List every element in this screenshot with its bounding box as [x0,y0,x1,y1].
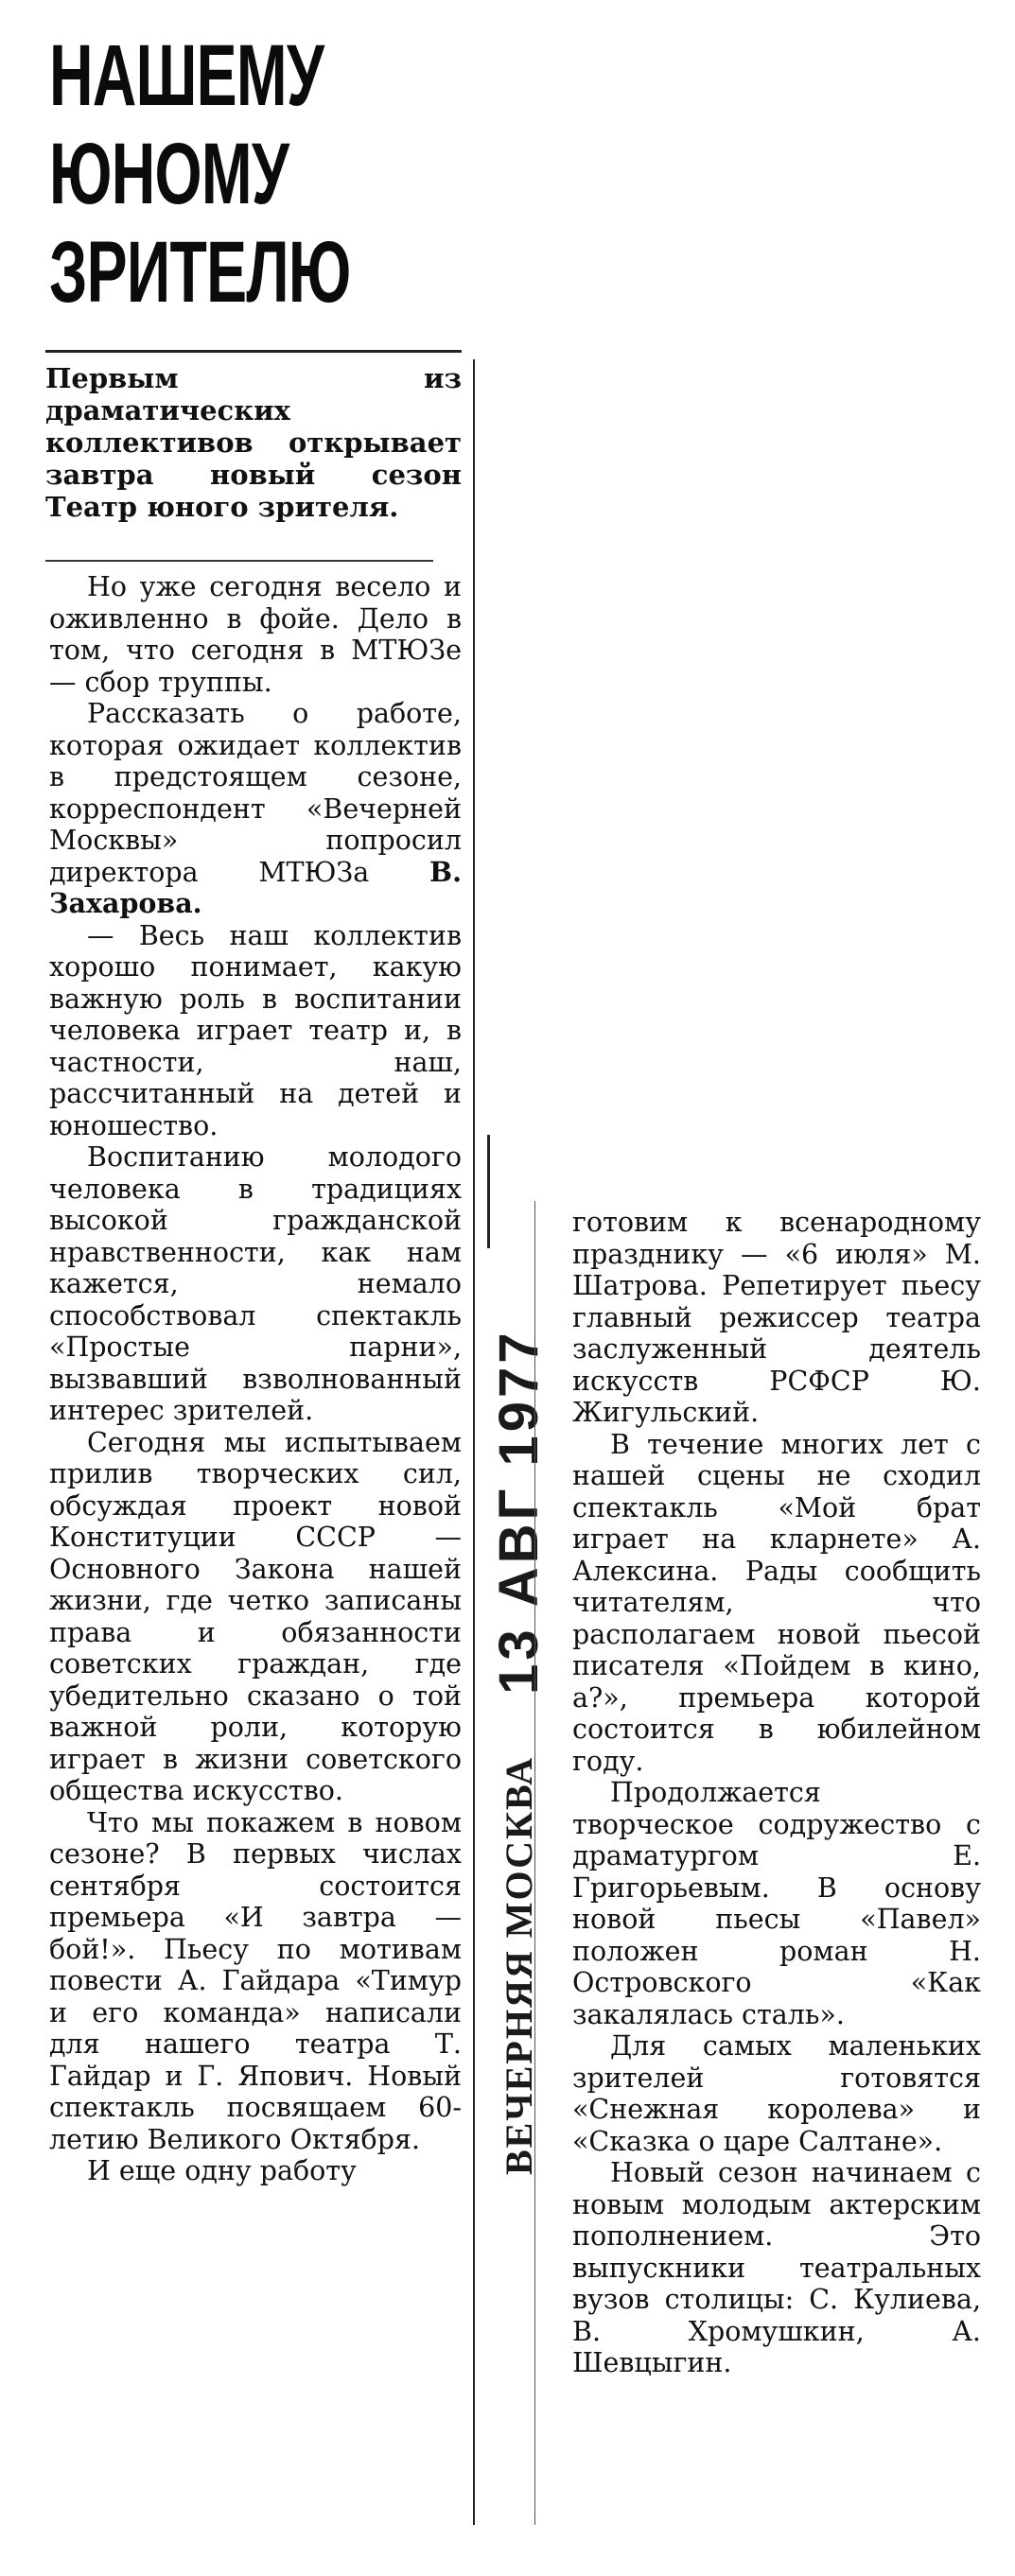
stamp-date: 13 АВГ 1977 [488,1329,550,1695]
paragraph-text: Рассказать о работе, которая ожидает коллектив в предстоящем сезоне, корреспондент «Вечерней Москвы» попросил директора МТЮЗа [49,698,462,888]
left-column [49,571,462,2187]
stamp-mark [487,1135,490,1248]
stamp-newspaper-name: ВЕЧЕРНЯЯ МОСКВА [498,1755,540,2175]
headline-line-2: ЮНОМУ [49,126,289,222]
director-name: В. Захарова. [49,855,462,919]
paragraph: Сегодня мы испытываем прилив творческих сил, обсуждая проект новой Конституции СССР — Основного Закона нашей жизни, где четко записаны права и обязанности советских граждан, где убедительно сказано о той важной роли, которую играет в жизни советского общества искусство. [49,1426,462,1806]
column-rule-right [534,1201,535,2525]
paragraph [49,698,462,920]
paragraph: готовим к всенародному празднику — «6 июля» М. Шатрова. Репетирует пьесу главный режиссер театра заслуженный деятель искусств РСФСР Ю. Жигульский. [572,1207,981,1428]
article-headline [49,26,351,322]
headline-line-1: НАШЕМУ [49,27,324,124]
paragraph: Для самых маленьких зрителей готовятся «Снежная королева» и «Сказка о царе Салтане». [572,2030,981,2157]
paragraph: Что мы покажем в новом сезоне? В первых числах сентября состоится премьера «И завтра — бой!». Пьесу по мотивам повести А. Гайдара «Тимур и его команда» написали для нашего театра Т. Гайдар и Г. Япович. Новый спектакль посвящаем 60-летию Великого Октября. [49,1806,462,2155]
paragraph: Новый сезон начинаем с новым молодым актерским пополнением. Это выпускники театральных вузов столицы: С. Кулиева, В. Хромушкин, А. Шевцыгин. [572,2157,981,2378]
headline-line-3: ЗРИТЕЛЮ [49,224,351,321]
archive-stamp [487,1329,551,2175]
paragraph: — Весь наш коллектив хорошо понимает, какую важную роль в воспитании человека играет театр и, в частности, наш, рассчитанный на детей и юношество. [49,919,462,1141]
paragraph: В течение многих лет с нашей сцены не сходил спектакль «Мой брат играет на кларнете» А. Алексина. Рады сообщить читателям, что располагаем новой пьесой писателя «Пойдем в кино, а?», премьера которой состоится в юбилейном году. [572,1428,981,1777]
paragraph: Воспитанию молодого человека в традициях высокой гражданской нравственности, как нам кажется, немало способствовал спектакль «Простые парни», вызвавший взволнованный интерес зрителей. [49,1141,462,1426]
right-column [572,1207,981,2379]
paragraph: И еще одну работу [87,2155,357,2186]
column-rule-left [473,359,475,2525]
article-lead: Первым из драматических коллективов открывает завтра новый сезон Театр юного зрителя. [45,350,462,523]
paragraph: Продолжается творческое содружество с драматургом Е. Григорьевым. В основу новой пьесы «Павел» положен роман Н. Островского «Как закалялась сталь». [572,1777,981,2030]
paragraph: Но уже сегодня весело и оживленно в фойе. Дело в том, что сегодня в МТЮЗе — сбор труппы. [49,571,462,698]
lead-underline [45,560,433,562]
